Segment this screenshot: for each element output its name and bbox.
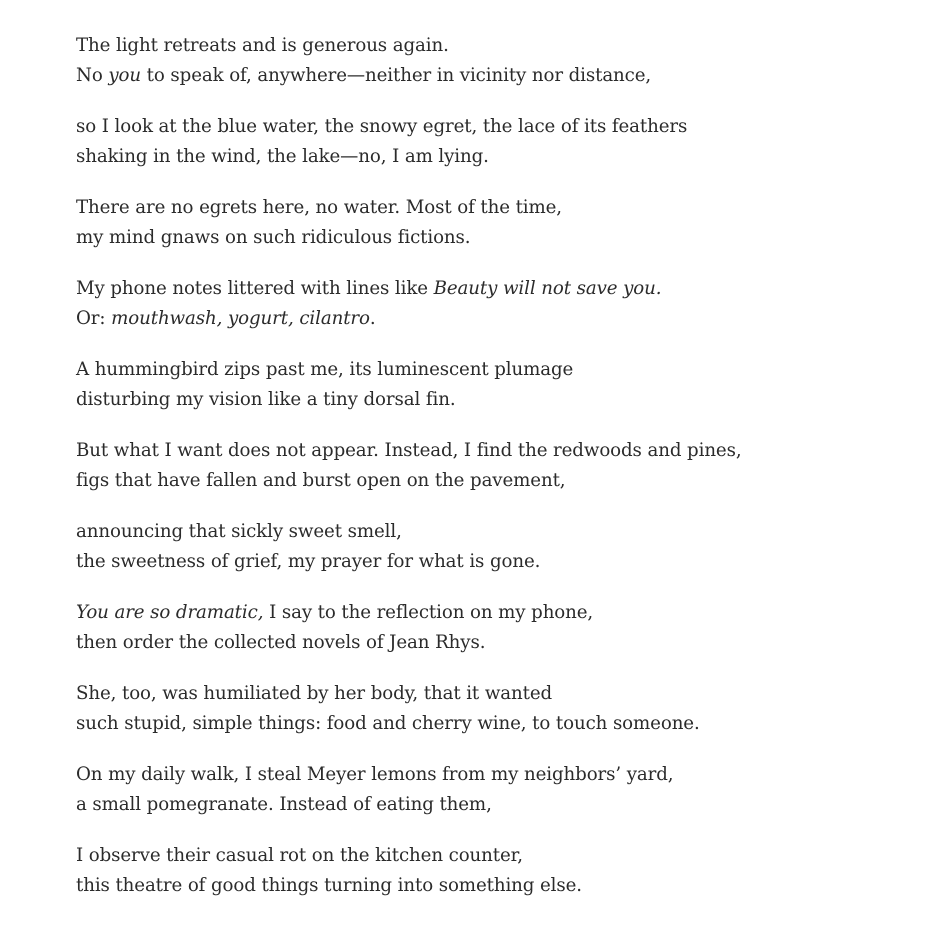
poem-line: disturbing my vision like a tiny dorsal fin. [76, 388, 456, 410]
poem-line: There are no egrets here, no water. Most of the time, [76, 197, 562, 218]
poem-line: figs that have fallen and burst open on the pavement, [76, 469, 566, 491]
poem-line: I observe their casual rot on the kitchen counter, [76, 845, 523, 866]
italic-text: Beauty will not save you. [433, 278, 662, 299]
poem-line: announcing that sickly sweet smell, [76, 521, 402, 542]
poem-line: You are so dramatic, I say to the reflection on my phone, [76, 602, 594, 623]
stanza [76, 760, 916, 819]
poem-line: But what I want does not appear. Instead, I find the redwoods and pines, [76, 440, 742, 461]
italic-text: You are so dramatic, [76, 602, 264, 623]
poem-body [76, 31, 916, 922]
poem-line: The light retreats and is generous again. [76, 35, 449, 56]
stanza [76, 274, 916, 333]
poem-line: then order the collected novels of Jean Rhys. [76, 631, 486, 653]
poem-line: the sweetness of grief, my prayer for what is gone. [76, 550, 541, 572]
poem-line: such stupid, simple things: food and cherry wine, to touch someone. [76, 712, 700, 734]
poem-line: shaking in the wind, the lake—no, I am lying. [76, 145, 489, 167]
poem-line: A hummingbird zips past me, its luminescent plumage [76, 359, 574, 380]
stanza [76, 517, 916, 576]
stanza [76, 436, 916, 495]
poem-line: so I look at the blue water, the snowy egret, the lace of its feathers [76, 116, 688, 137]
poem-line: On my daily walk, I steal Meyer lemons from my neighbors’ yard, [76, 764, 674, 785]
poem-line: a small pomegranate. Instead of eating them, [76, 793, 492, 815]
poem-line: My phone notes littered with lines like Beauty will not save you. [76, 278, 662, 299]
poem-line: She, too, was humiliated by her body, that it wanted [76, 683, 553, 704]
poem-line: my mind gnaws on such ridiculous fictions. [76, 226, 471, 248]
stanza [76, 355, 916, 414]
stanza [76, 598, 916, 657]
stanza [76, 841, 916, 900]
poem-line: No you to speak of, anywhere—neither in vicinity nor distance, [76, 64, 652, 86]
italic-text: mouthwash, yogurt, cilantro [111, 307, 370, 329]
stanza [76, 31, 916, 90]
stanza [76, 679, 916, 738]
poem-line: this theatre of good things turning into something else. [76, 874, 582, 896]
stanza [76, 193, 916, 252]
poem-line: Or: mouthwash, yogurt, cilantro. [76, 307, 376, 329]
italic-text: you [108, 64, 141, 86]
stanza [76, 112, 916, 171]
